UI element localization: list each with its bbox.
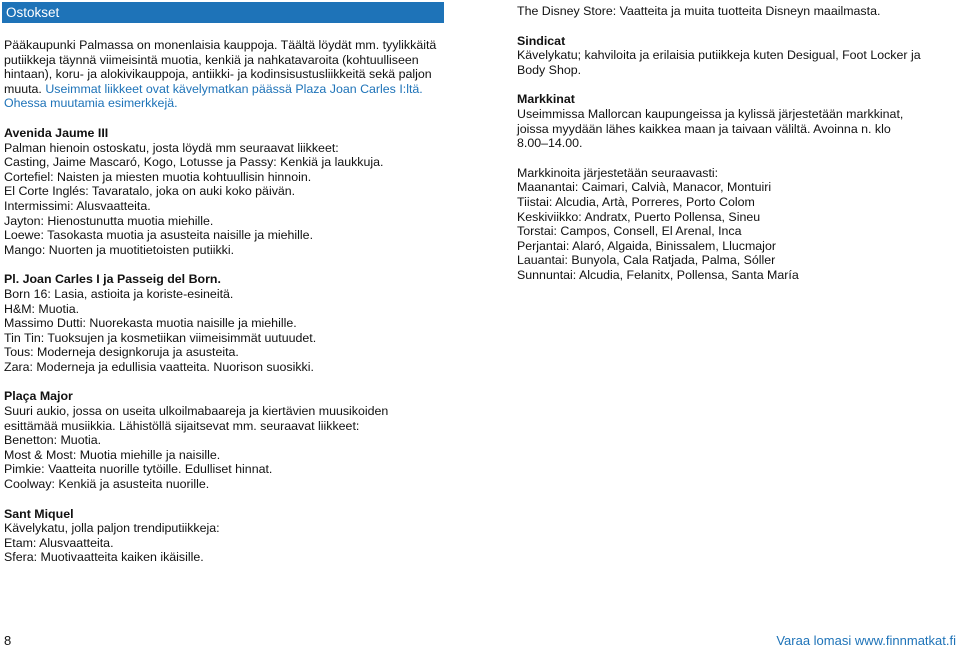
schedule-line: Sunnuntai: Alcudia, Felanitx, Pollensa, Santa María xyxy=(517,267,799,282)
sindicat-line: Kävelykatu; kahviloita ja erilaisia putiikkeja kuten Desigual, Foot Locker ja xyxy=(517,48,921,63)
heading-placa: Plaça Major xyxy=(4,389,73,404)
heading-jaume: Avenida Jaume III xyxy=(4,125,109,140)
heading-born: Pl. Joan Carles I ja Passeig del Born. xyxy=(4,272,221,287)
section-schedule xyxy=(517,166,955,283)
section-disney xyxy=(517,4,955,19)
born-line: Tous: Moderneja designkoruja ja asusteita. xyxy=(4,345,239,360)
placa-line: Most & Most: Muotia miehille ja naisille. xyxy=(4,447,221,462)
placa-line: Coolway: Kenkiä ja asusteita nuorille. xyxy=(4,477,210,492)
intro-paragraph xyxy=(4,38,444,111)
markkinat-line: 8.00–14.00. xyxy=(517,136,583,151)
section-title: Ostokset xyxy=(6,5,60,20)
schedule-line: Perjantai: Alaró, Algaida, Binissalem, Llucmajor xyxy=(517,238,776,253)
page-number: 8 xyxy=(4,633,12,648)
jaume-line: Cortefiel: Naisten ja miesten muotia kohtuullisin hinnoin. xyxy=(4,169,312,184)
miquel-line: Kävelykatu, jolla paljon trendiputiikkeja: xyxy=(4,521,220,536)
born-line: Born 16: Lasia, astioita ja koriste-esineitä. xyxy=(4,286,234,301)
jaume-line: Casting, Jaime Mascaró, Kogo, Lotusse ja Passy: Kenkiä ja laukkuja. xyxy=(4,155,384,170)
disney-line: The Disney Store: Vaatteita ja muita tuotteita Disneyn maailmasta. xyxy=(517,4,881,18)
heading-sindicat: Sindicat xyxy=(517,33,566,48)
schedule-line: Keskiviikko: Andratx, Puerto Pollensa, Sineu xyxy=(517,209,761,224)
right-column xyxy=(517,4,955,298)
placa-line: esittämää musiikkia. Lähistöllä sijaitsevat mm. seuraavat liikkeet: xyxy=(4,418,360,433)
section-miquel xyxy=(4,507,444,565)
footer-link[interactable]: Varaa lomasi www.finnmatkat.fi xyxy=(776,633,956,648)
section-jaume xyxy=(4,126,444,257)
markkinat-line: joissa myydään lähes kaikkea maan ja taivaan väliltä. Avoinna n. klo xyxy=(517,121,891,136)
jaume-line: Mango: Nuorten ja muotitietoisten putiikki. xyxy=(4,242,235,257)
born-line: Zara: Moderneja ja edullisia vaatteita. Nuorison suosikki. xyxy=(4,359,314,374)
section-title-bar xyxy=(2,2,444,23)
markkinat-line: Useimmissa Mallorcan kaupungeissa ja kylissä järjestetään markkinat, xyxy=(517,106,904,121)
jaume-line: Jayton: Hienostunutta muotia miehille. xyxy=(4,213,214,228)
sindicat-line: Body Shop. xyxy=(517,62,582,77)
schedule-line: Torstai: Campos, Consell, El Arenal, Inca xyxy=(517,224,742,239)
section-sindicat xyxy=(517,34,955,78)
placa-line: Pimkie: Vaatteita nuorille tytöille. Edulliset hinnat. xyxy=(4,462,273,477)
placa-line: Benetton: Muotia. xyxy=(4,433,102,448)
miquel-line: Sfera: Muotivaatteita kaiken ikäisille. xyxy=(4,550,204,565)
heading-miquel: Sant Miquel xyxy=(4,506,74,521)
heading-markkinat: Markkinat xyxy=(517,92,575,107)
schedule-line: Markkinoita järjestetään seuraavasti: xyxy=(517,165,719,180)
born-line: Massimo Dutti: Nuorekasta muotia naisille ja miehille. xyxy=(4,316,297,331)
jaume-line: El Corte Inglés: Tavaratalo, joka on auki koko päivän. xyxy=(4,184,296,199)
born-line: Tin Tin: Tuoksujen ja kosmetiikan viimeisimmät uutuudet. xyxy=(4,330,317,345)
section-born xyxy=(4,272,444,374)
jaume-line: Intermissimi: Alusvaatteita. xyxy=(4,198,151,213)
born-line: H&M: Muotia. xyxy=(4,301,80,316)
schedule-line: Lauantai: Bunyola, Cala Ratjada, Palma, Sóller xyxy=(517,253,776,268)
section-markkinat xyxy=(517,92,955,150)
left-column xyxy=(4,38,444,580)
schedule-line: Maanantai: Caimari, Calvià, Manacor, Montuiri xyxy=(517,180,772,195)
schedule-line: Tiistai: Alcudia, Artà, Porreres, Porto Colom xyxy=(517,194,755,209)
placa-line: Suuri aukio, jossa on useita ulkoilmabaareja ja kiertävien muusikoiden xyxy=(4,404,389,419)
intro-highlight: Useimmat liikkeet ovat kävelymatkan päässä Plaza Joan Carles I:ltä. Ohessa muutamia esimerkkejä. xyxy=(4,81,423,111)
jaume-line: Palman hienoin ostoskatu, josta löydä mm seuraavat liikkeet: xyxy=(4,140,339,155)
intro-text: Pääkaupunki Palmassa on monenlaisia kauppoja. Täältä löydät mm. tyylikkäitä putiikkeja täynnä viimeisintä muotia, kenkiä ja nahkatavaroita (kohtuulliseen hintaan), koru- ja alokivikauppoja, antiikki- ja kodinsisustusliikkeitä sekä paljon muuta. xyxy=(4,38,437,96)
section-placa xyxy=(4,389,444,491)
jaume-line: Loewe: Tasokasta muotia ja asusteita naisille ja miehille. xyxy=(4,228,314,243)
miquel-line: Etam: Alusvaatteita. xyxy=(4,535,114,550)
